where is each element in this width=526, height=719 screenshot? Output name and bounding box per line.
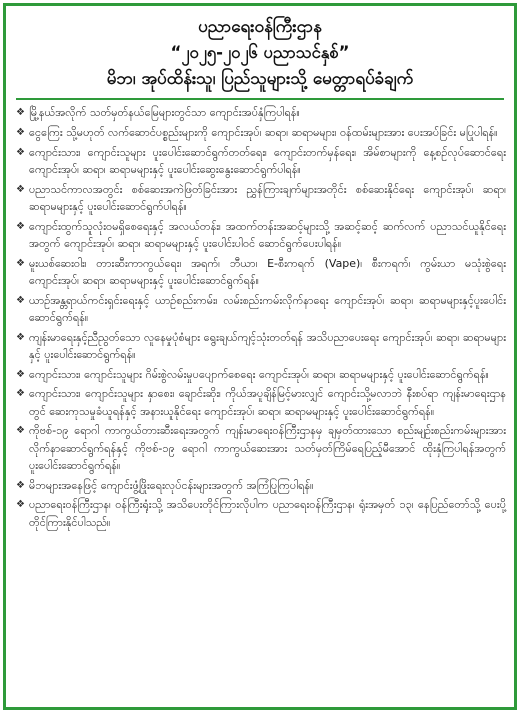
- diamond-bullet-icon: ❖: [16, 331, 25, 343]
- list-item: [16, 104, 506, 121]
- list-item-text: ကျန်းမာရေးနှင့်ညီညွတ်သော လူနေမှုပုံစံများ ရွေးချယ်ကျင့်သုံးတတ်ရန် အသိပညာပေးရေး ကျောင်းအုပ်၊ ဆရာ၊ ဆရာမများနှင့် ပူးပေါင်းဆောင်ရွက်ရန်။: [29, 330, 506, 361]
- list-item-text: ပညာရေးဝန်ကြီးဌာန၊ ဝန်ကြီးရုံးသို့ အသိပေးတိုင်ကြားလိုပါက ပညာရေးဝန်ကြီးဌာန၊ ရုံးအမှတ် ၁၃၊ နေပြည်တော်သို့ ပေးပို့တိုင်ကြားနိုင်ပါသည်။: [29, 498, 506, 529]
- list-item: [16, 255, 506, 289]
- list-item-text: ကျောင်းသား၊ ကျောင်းသူများ ပူးပေါင်းဆောင်ရွက်တတ်ရေး၊ ကျောင်းတက်မှန်ရေး၊ အိမ်စာများကို နေ့စဉ်လုပ်ဆောင်ရေး ကျောင်းအုပ်၊ ဆရာ၊ ဆရာမများနှင့် ပူးပေါင်းဆွေးနွေးဆောင်ရွက်ပါရန်။: [29, 145, 506, 176]
- diamond-bullet-icon: ❖: [16, 183, 25, 195]
- diamond-bullet-icon: ❖: [16, 126, 25, 138]
- diamond-bullet-icon: ❖: [16, 479, 25, 491]
- diamond-bullet-icon: ❖: [16, 425, 25, 437]
- list-item: [16, 496, 506, 530]
- appeal-list: [6, 104, 514, 531]
- list-item-text: မြို့နယ်အလိုက် သတ်မှတ်နယ်မြေများတွင်သာ ကျောင်းအပ်နှံကြပါရန်။: [29, 106, 300, 119]
- list-item-text: ကျောင်းသား၊ ကျောင်းသူများ နှာစေး၊ ချောင်းဆိုး၊ ကိုယ်အပူချိန်မြင့်မားလျှင် ကျောင်းသို့မလာဘဲ နီးစပ်ရာ ကျန်းမာရေးဌာနတွင် ဆေးကုသမှုခံယူရန်နှင့် အနားယူနိုင်ရေး ကျောင်းအုပ်၊ ဆရာ၊ ဆရာမများနှင့် ပူးပေါင်းဆောင်ရွက်ရန်။: [29, 387, 506, 418]
- list-item-text: ငွေကြေး သို့မဟုတ် လက်ဆောင်ပစ္စည်းများကို ကျောင်းအုပ်၊ ဆရာ၊ ဆရာမများ၊ ဝန်ထမ်းများအား ပေးအပ်ခြင်း မပြုပါရန်။: [29, 125, 498, 139]
- list-item-text: ကျောင်းသား၊ ကျောင်းသူများ ဂိမ်းစွဲလမ်းမှုပပျောက်စေရေး ကျောင်းအုပ်၊ ဆရာ၊ ဆရာမများနှင့် ပူးပေါင်းဆောင်ရွက်ရန်။: [29, 367, 489, 381]
- academic-year-title: “၂၀၂၅-၂၀၂၆ ပညာသင်နှစ်”: [170, 43, 350, 62]
- list-item-text: မိဘများအနေဖြင့် ကျောင်းဖွံ့ဖြိုးရေးလုပ်ငန်းများအတွက် အကြံပြုကြပါရန်။: [29, 478, 314, 492]
- list-item: [16, 366, 506, 383]
- list-item-text: ယာဉ်အန္တရာယ်ကင်းရှင်းရေးနှင့် ယာဉ်စည်းကမ်း၊ လမ်းစည်းကမ်းလိုက်နာရေး ကျောင်းအုပ်၊ ဆရာ၊ ဆရာမများနှင့်ပူးပေါင်းဆောင်ရွက်ရန်။: [29, 293, 506, 324]
- list-item: [16, 218, 506, 252]
- notice-frame: [3, 3, 517, 710]
- notice-header: [6, 6, 514, 92]
- diamond-bullet-icon: ❖: [16, 107, 25, 118]
- list-item: [16, 124, 506, 141]
- diamond-bullet-icon: ❖: [16, 146, 25, 158]
- diamond-bullet-icon: ❖: [16, 257, 25, 269]
- list-item: [16, 144, 506, 178]
- list-item-text: ပညာသင်ကာလအတွင်း စစ်ဆေးအကဲဖြတ်ခြင်းအား ညွှန်ကြားချက်များအတိုင်း စစ်ဆေးနိုင်ရေး ကျောင်းအုပ်၊ ဆရာ၊ ဆရာမများနှင့် ပူးပေါင်းဆောင်ရွက်ပါရန်။: [29, 182, 506, 213]
- list-item: [16, 292, 506, 326]
- list-item: [16, 329, 506, 363]
- diamond-bullet-icon: ❖: [16, 220, 25, 232]
- appeal-title: မိဘ၊ အုပ်ထိန်းသူ၊ ပြည်သူများသို့ မေတ္တာရပ်ခံချက်: [106, 69, 414, 89]
- list-item: [16, 477, 506, 494]
- diamond-bullet-icon: ❖: [16, 388, 25, 400]
- list-item: [16, 181, 506, 215]
- diamond-bullet-icon: ❖: [16, 294, 25, 306]
- diamond-bullet-icon: ❖: [16, 499, 25, 511]
- ministry-title: ပညာရေးဝန်ကြီးဌာန: [198, 17, 322, 37]
- list-item-text: မူးယစ်ဆေးဝါး၊ တားဆီးကာကွယ်ရေး၊ အရက်၊ ဘီယာ၊ E-စီးကရက် (Vape)၊ စီးကရက်၊ ကွမ်းယာ မသုံးစွဲရေး ကျောင်းအုပ်၊ ဆရာ၊ ဆရာမများနှင့် ပူးပေါင်းဆောင်ရွက်ရန်။: [29, 256, 506, 287]
- diamond-bullet-icon: ❖: [16, 368, 25, 380]
- list-item-text: ကိုဗစ်-၁၉ ရောဂါ ကာကွယ်တားဆီးရေးအတွက် ကျန်းမာရေးဝန်ကြီးဌာနမှ ချမှတ်ထားသော စည်းမျဉ်းစည်းကမ်းများအား လိုက်နာဆောင်ရွက်ရန်နှင့် ကိုဗစ်-၁၉ ရောဂါ ကာကွယ်ဆေးအား သတ်မှတ်ကြိမ်ရေပြည့်မီအောင် ထိုးနှံကြပါရန်အတွက် ပူးပေါင်းဆောင်ရွက်ရန်။: [29, 424, 506, 472]
- list-item: [16, 385, 506, 419]
- header-divider: [16, 98, 504, 100]
- list-item: [16, 422, 506, 474]
- list-item-text: ကျောင်းထွက်သူလုံးဝမရှိစေရေးနှင့် အလယ်တန်း၊ အထက်တန်းအဆင့်များသို့ အဆင့်ဆင့် ဆက်လက် ပညာသင်ယူနိုင်ရေးအတွက် ကျောင်းအုပ်၊ ဆရာ၊ ဆရာမများနှင့် ပူးပေါင်းပါဝင် ဆောင်ရွက်ပေးပါရန်။: [29, 219, 506, 250]
